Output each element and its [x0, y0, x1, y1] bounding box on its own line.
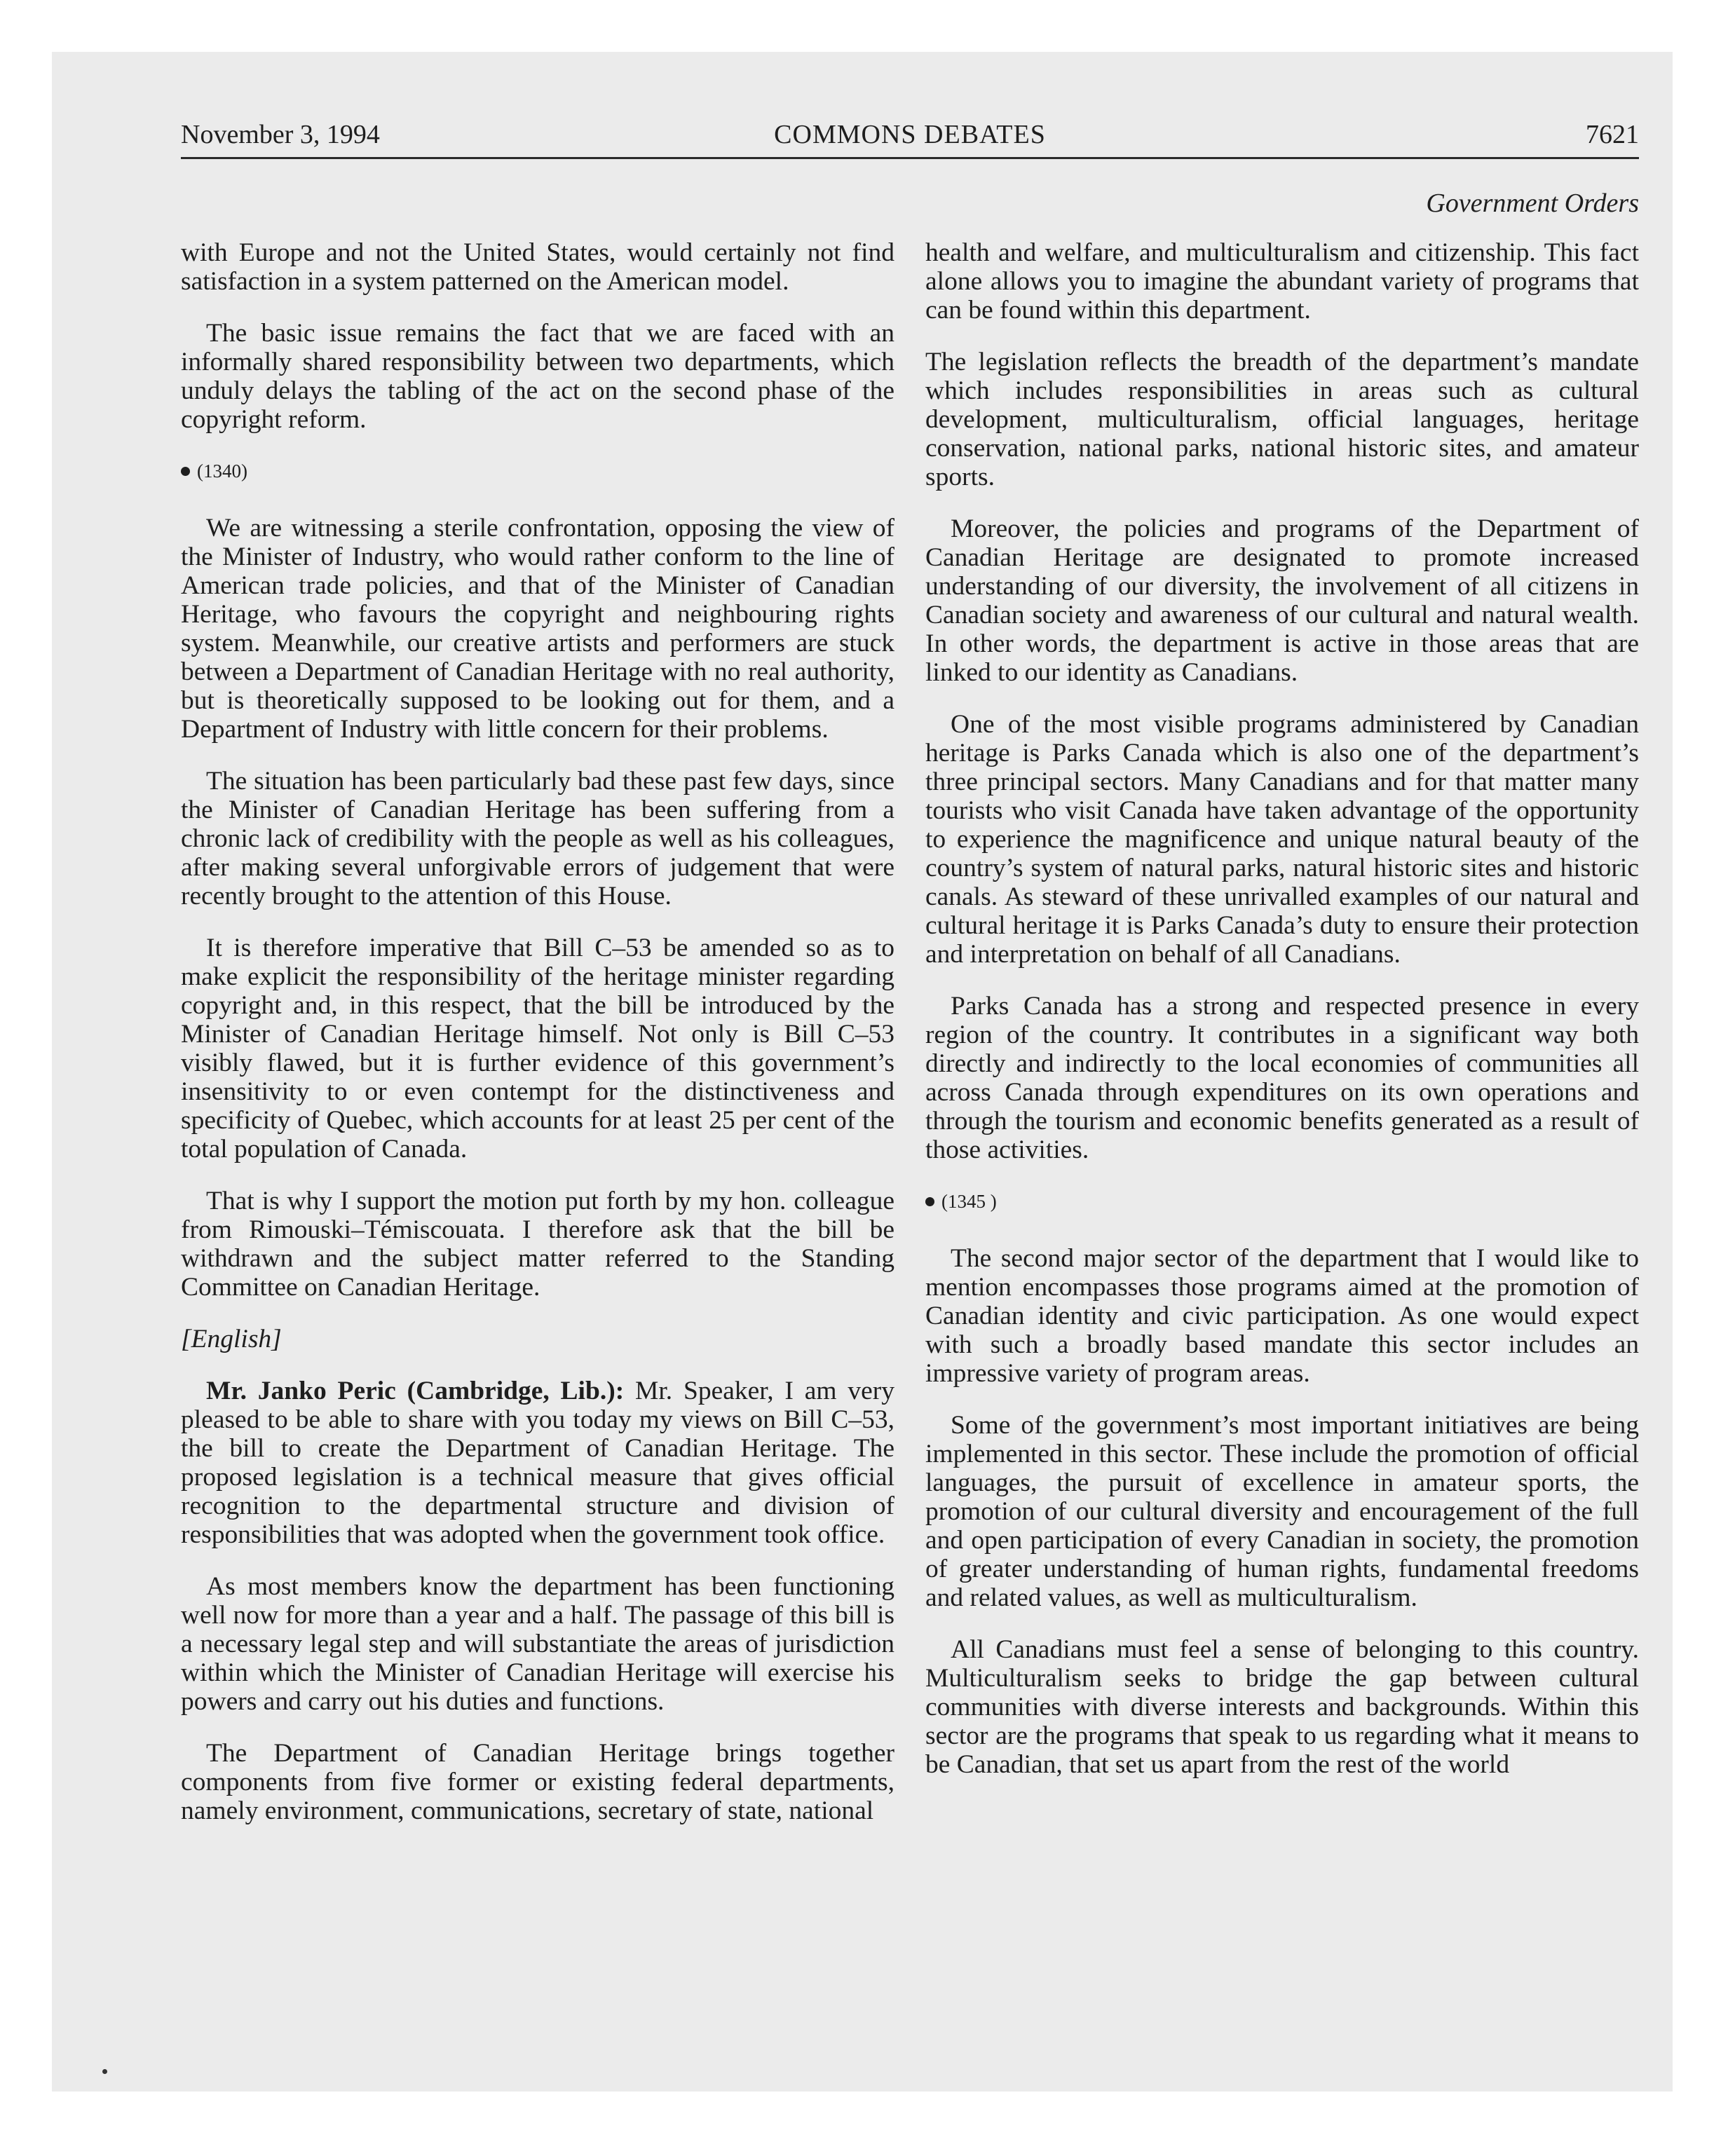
paragraph: The basic issue remains the fact that we are faced with an informally shared responsibility between two departments, which unduly delays the tabling of the act on the second phase of the copyright reform.: [181, 319, 894, 434]
header-page-number: 7621: [1586, 120, 1639, 149]
time-marker: [925, 1187, 1639, 1216]
paragraph: The legislation reflects the breadth of the department’s mandate which includes responsibilities in areas such as cultural development, multiculturalism, official languages, heritage conservation, national parks, national historic sites, and amateur sports.: [925, 348, 1639, 491]
paragraph: Some of the government’s most important initiatives are being implemented in this sector. These include the promotion of official languages, the pursuit of excellence in amateur sports, the promotion of our cultural diversity and encouragement of the full and open participation of every Canadian in society, the promotion of greater understanding of human rights, fundamental freedoms and related values, as well as multiculturalism.: [925, 1411, 1639, 1612]
paragraph: That is why I support the motion put forth by my hon. colleague from Rimouski–Témiscouata. I therefore ask that the bill be withdrawn and the subject matter referred to the Standing Committee on Canadian Heritage.: [181, 1187, 894, 1302]
paragraph: with Europe and not the United States, would certainly not find satisfaction in a system patterned on the American model.: [181, 238, 894, 296]
paragraph: health and welfare, and multiculturalism and citizenship. This fact alone allows you to imagine the abundant variety of programs that can be found within this department.: [925, 238, 1639, 325]
speaker-text: Mr. Speaker, I am very pleased to be able to share with you today my views on Bill C–53, the bill to create the Department of Canadian Heritage. The proposed legislation is a technical measure that gives official recognition to the departmental structure and division of responsibilities that was adopted when the government took office.: [181, 1377, 894, 1549]
paragraph: Moreover, the policies and programs of the Department of Canadian Heritage are designated to promote increased understanding of our diversity, the involvement of all citizens in Canadian society and awareness of our cultural and natural wealth. In other words, the department is active in those areas that are linked to our identity as Canadians.: [925, 514, 1639, 687]
language-tag: [English]: [181, 1325, 282, 1353]
paragraph: All Canadians must feel a sense of belonging to this country. Multiculturalism seeks to bridge the gap between cultural communities with diverse interests and backgrounds. Within this sector are the programs that speak to us regarding what it means to be Canadian, that set us apart from the rest of the world: [925, 1635, 1639, 1779]
header-date: November 3, 1994: [181, 120, 380, 149]
bullet-icon: [925, 1197, 934, 1206]
paragraph: One of the most visible programs administered by Canadian heritage is Parks Canada which is also one of the department’s three principal sectors. Many Canadians and for that matter many tourists who visit Canada have taken advantage of the opportunity to experience the magnificence and unique natural beauty of the country’s system of natural parks, natural historic sites and historic canals. As steward of these unrivalled examples of our natural and cultural heritage it is Parks Canada’s duty to ensure their protection and interpretation on behalf of all Canadians.: [925, 710, 1639, 969]
paragraph: It is therefore imperative that Bill C–53 be amended so as to make explicit the responsibility of the heritage minister regarding copyright and, in this respect, that the bill be introduced by the Minister of Canadian Heritage himself. Not only is Bill C–53 visibly flawed, but it is further evidence of this government’s insensitivity to or even contempt for the distinctiveness and specificity of Quebec, which accounts for at least 25 per cent of the total population of Canada.: [181, 934, 894, 1164]
section-label: Government Orders: [1426, 189, 1639, 218]
scan-speck: [102, 2069, 107, 2074]
time-marker-text: (1340): [197, 460, 247, 482]
speaker-paragraph: [181, 1377, 894, 1549]
time-marker-text: (1345 ): [941, 1191, 997, 1212]
left-column: [181, 238, 894, 1848]
time-marker: [181, 457, 894, 486]
paragraph: Parks Canada has a strong and respected presence in every region of the country. It contributes in a significant way both directly and indirectly to the local economies of communities all across Canada through expenditures on its own operations and through the tourism and economic benefits generated as a result of those activities.: [925, 992, 1639, 1164]
header-divider: [181, 157, 1639, 159]
speaker-name: Mr. Janko Peric (Cambridge, Lib.):: [206, 1377, 625, 1405]
paragraph: We are witnessing a sterile confrontation, opposing the view of the Minister of Industry, who would rather conform to the line of American trade policies, and that of the Minister of Canadian Heritage, who favours the copyright and neighbouring rights system. Meanwhile, our creative artists and performers are stuck between a Department of Canadian Heritage with no real authority, but is theoretically supposed to be looking out for them, and a Department of Industry with little concern for their problems.: [181, 514, 894, 744]
paragraph: The Department of Canadian Heritage brings together components from five former or existing federal departments, namely environment, communications, secretary of state, national: [181, 1739, 894, 1825]
paragraph: As most members know the department has been functioning well now for more than a year and a half. The passage of this bill is a necessary legal step and will substantiate the areas of jurisdiction within which the Minister of Canadian Heritage will exercise his powers and carry out his duties and functions.: [181, 1572, 894, 1716]
paragraph: The situation has been particularly bad these past few days, since the Minister of Canadian Heritage has been suffering from a chronic lack of credibility with the people as well as his colleagues, after making several unforgivable errors of judgement that were recently brought to the attention of this House.: [181, 767, 894, 910]
right-column: [925, 238, 1639, 1802]
page-header: [181, 114, 1639, 156]
paragraph: The second major sector of the department that I would like to mention encompasses those programs aimed at the promotion of Canadian identity and civic participation. As one would expect with such a broadly based mandate this sector includes an impressive variety of program areas.: [925, 1244, 1639, 1388]
bullet-icon: [181, 467, 190, 476]
header-publication-title: COMMONS DEBATES: [774, 120, 1046, 149]
